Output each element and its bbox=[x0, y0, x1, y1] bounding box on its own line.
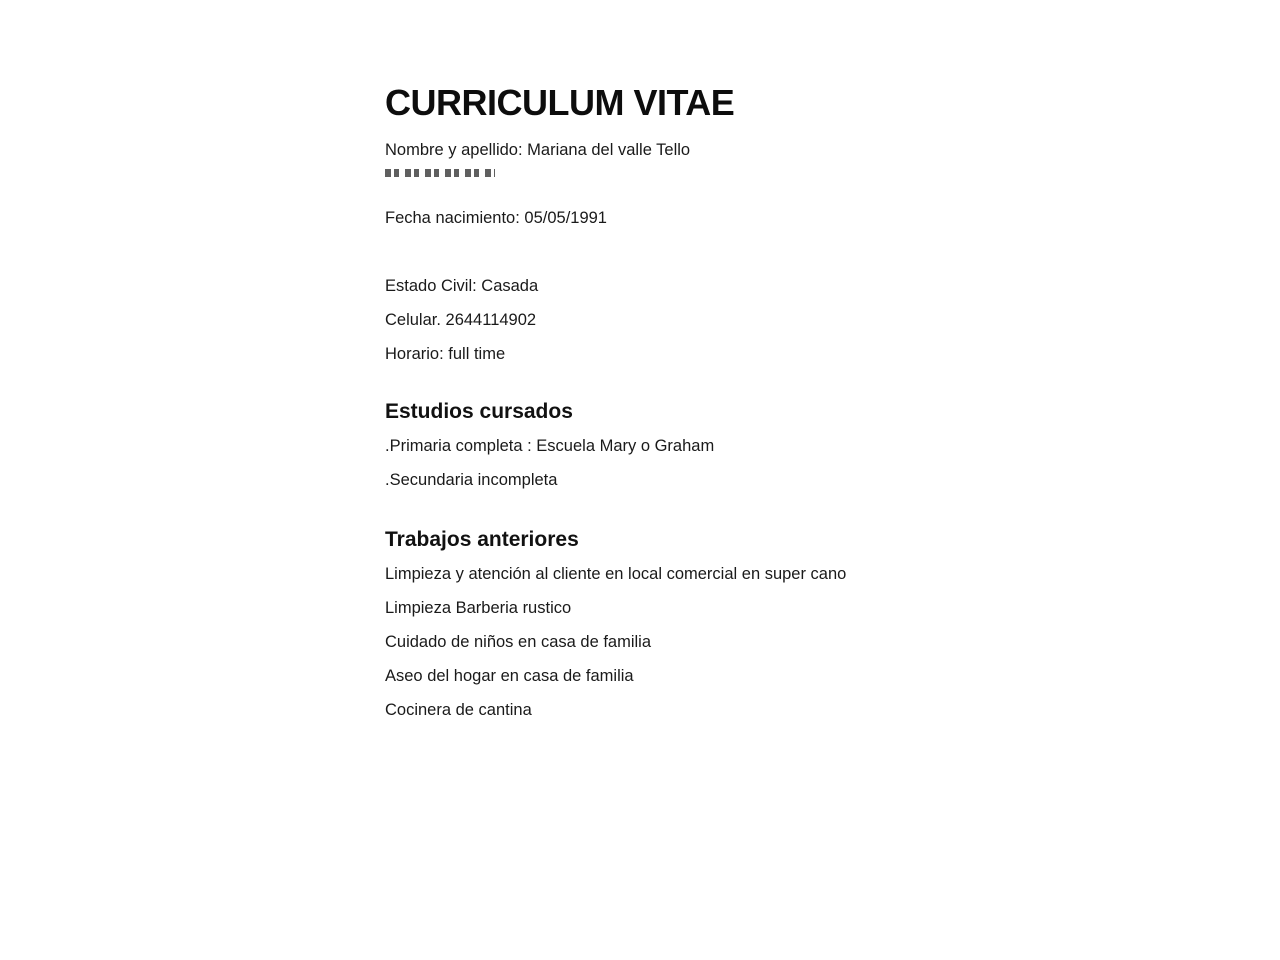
study-item: .Primaria completa : Escuela Mary o Graham bbox=[385, 437, 715, 455]
birth-date-line: Fecha nacimiento: 05/05/1991 bbox=[385, 209, 607, 227]
jobs-heading: Trabajos anteriores bbox=[385, 528, 579, 551]
section-gap bbox=[385, 497, 1025, 523]
civil-status-line: Estado Civil: Casada bbox=[385, 277, 539, 295]
blank-line bbox=[385, 235, 1025, 269]
schedule-line: Horario: full time bbox=[385, 345, 506, 363]
obscured-line bbox=[385, 167, 1025, 201]
redaction-mark bbox=[385, 169, 495, 177]
job-item: Cuidado de niños en casa de familia bbox=[385, 633, 652, 651]
job-item: Aseo del hogar en casa de familia bbox=[385, 667, 634, 685]
study-item: .Secundaria incompleta bbox=[385, 471, 558, 489]
cv-content bbox=[385, 80, 1025, 727]
job-item: Cocinera de cantina bbox=[385, 701, 532, 719]
name-line: Nombre y apellido: Mariana del valle Tello bbox=[385, 141, 691, 159]
section-gap bbox=[385, 371, 1025, 395]
job-item: Limpieza Barberia rustico bbox=[385, 599, 572, 617]
phone-line: Celular. 2644114902 bbox=[385, 311, 537, 329]
studies-heading: Estudios cursados bbox=[385, 400, 573, 423]
page-title: CURRICULUM VITAE bbox=[385, 82, 735, 123]
job-item: Limpieza y atención al cliente en local comercial en super cano bbox=[385, 565, 847, 583]
